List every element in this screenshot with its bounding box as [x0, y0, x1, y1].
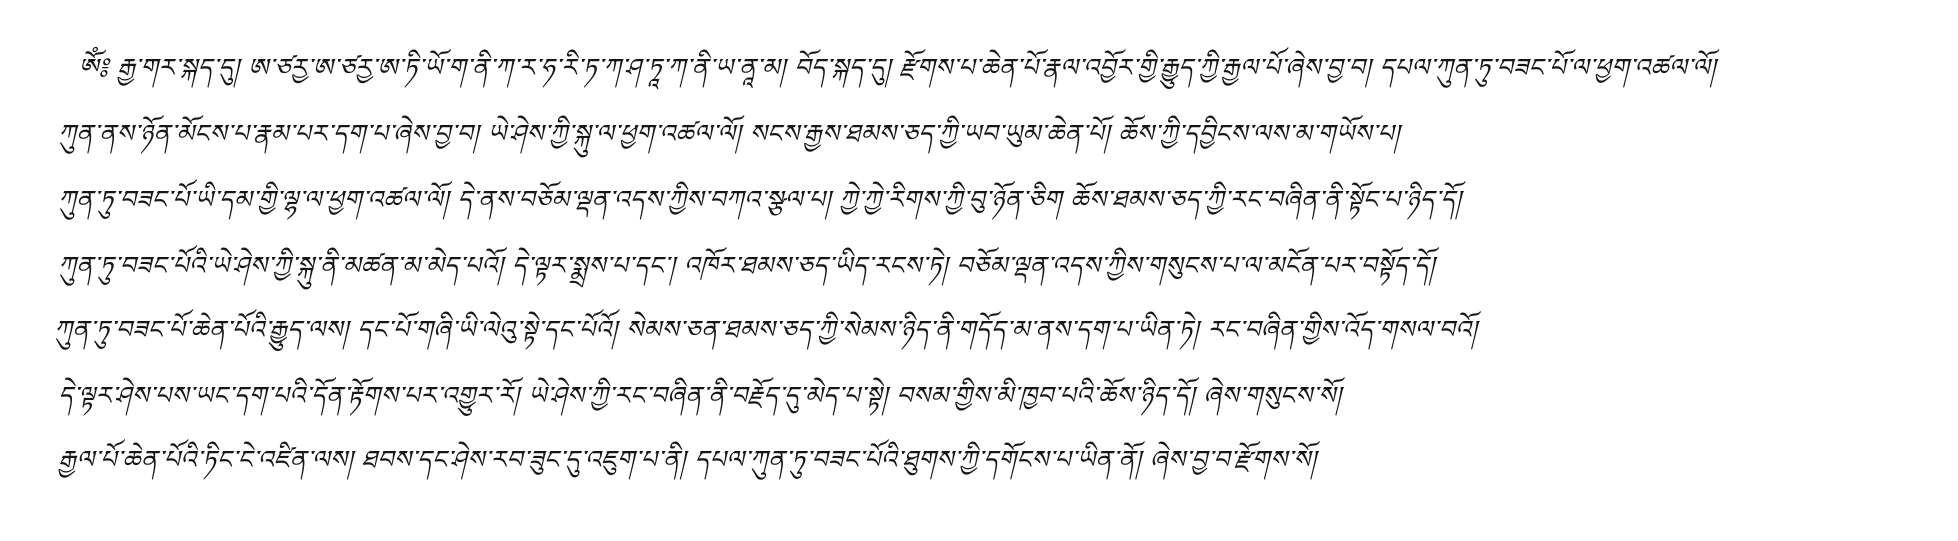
manuscript-line-1: ༀ༔ རྒྱ་གར་སྐད་དུ། ཨ་ཙརྱ་ཨ་ཙརྱ་ཨ་ཏི་ཡོ་ག་ནི་ཀ་ར་ཧ་རི་ཏ་ཀ་ཤ་ཏཱ་ཀ་ནི་ཡ་ནཱ་མ། བོད་སྐད་དུ། རྫོགས་པ་ཆེན་པོ་རྣལ་འབྱོར་གྱི་རྒྱུད་ཀྱི་རྒྱལ་པོ་ཞེས་བྱ་བ། དཔལ་ཀུན་ཏུ་བཟང་པོ་ལ་ཕྱག་འཚལ་ལོ། — [78, 53, 1716, 82]
manuscript-line-6: དེ་ལྟར་ཤེས་པས་ཡང་དག་པའི་དོན་རྟོགས་པར་འགྱུར་རོ། ཡེ་ཤེས་ཀྱི་རང་བཞིན་ནི་བརྗོད་དུ་མེད་པ་སྟེ། བསམ་གྱིས་མི་ཁྱབ་པའི་ཆོས་ཉིད་དོ། ཞེས་གསུངས་སོ། — [58, 381, 1342, 410]
manuscript-line-4: ཀུན་ཏུ་བཟང་པོའི་ཡེ་ཤེས་ཀྱི་སྐུ་ནི་མཚན་མ་མེད་པའོ། དེ་ལྟར་སྨྲས་པ་དང་། འཁོར་ཐམས་ཅད་ཡིད་རངས་ཏེ། བཅོམ་ལྡན་འདས་ཀྱིས་གསུངས་པ་ལ་མངོན་པར་བསྟོད་དོ། — [58, 251, 1435, 280]
manuscript-line-2: ཀུན་ནས་ཉོན་མོངས་པ་རྣམ་པར་དག་པ་ཞེས་བྱ་བ། ཡེ་ཤེས་ཀྱི་སྐུ་ལ་ཕྱག་འཚལ་ལོ། སངས་རྒྱས་ཐམས་ཅད་ཀྱི་ཡབ་ཡུམ་ཆེན་པོ། ཆོས་ཀྱི་དབྱིངས་ལས་མ་གཡོས་པ། — [58, 119, 1400, 148]
manuscript-line-5: ཀུན་ཏུ་བཟང་པོ་ཆེན་པོའི་རྒྱུད་ལས། དང་པོ་གཞི་ཡི་ལེའུ་སྟེ་དང་པོའོ། སེམས་ཅན་ཐམས་ཅད་ཀྱི་སེམས་ཉིད་ནི་གདོད་མ་ནས་དག་པ་ཡིན་ཏེ། རང་བཞིན་གྱིས་འོད་གསལ་བའོ། — [54, 315, 1478, 344]
manuscript-line-3: ཀུན་ཏུ་བཟང་པོ་ཡི་དམ་གྱི་ལྷ་ལ་ཕྱག་འཚལ་ལོ། དེ་ནས་བཅོམ་ལྡན་འདས་ཀྱིས་བཀའ་སྩལ་པ། ཀྱེ་ཀྱེ་རིགས་ཀྱི་བུ་ཉོན་ཅིག ཆོས་ཐམས་ཅད་ཀྱི་རང་བཞིན་ནི་སྟོང་པ་ཉིད་དོ། — [58, 185, 1462, 214]
manuscript-text-block — [54, 38, 1898, 508]
manuscript-line-7: རྒྱལ་པོ་ཆེན་པོའི་ཏིང་ངེ་འཛིན་ལས། ཐབས་དང་ཤེས་རབ་ཟུང་དུ་འཇུག་པ་ནི། དཔལ་ཀུན་ཏུ་བཟང་པོའི་ཐུགས་ཀྱི་དགོངས་པ་ཡིན་ནོ། ཞེས་བྱ་བ་རྫོགས་སོ། — [58, 445, 1317, 474]
